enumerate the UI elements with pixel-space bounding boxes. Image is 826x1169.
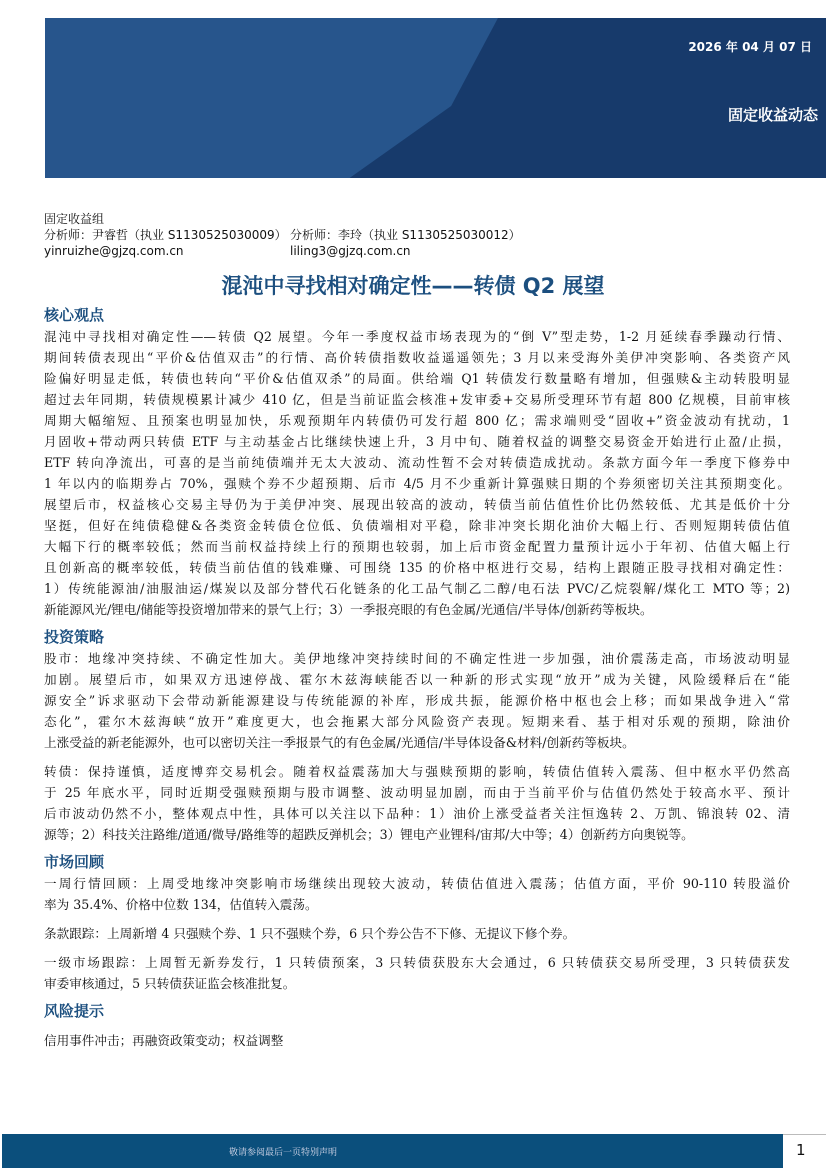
section-heading: 市场回顾 — [44, 853, 105, 871]
text-line: 1 年以内的临期券占 70%，强赎个券不少超预期、后市 4/5 月不少重新计算强赎日期的个券须密切关注其预期变化。 — [44, 476, 790, 491]
text-line: 险偏好明显走低，转债也转向“平价&估值双杀”的局面。供给端 Q1 转债发行数量略有增加，但强赎&主动转股明显 — [44, 371, 790, 386]
section-heading: 核心观点 — [44, 306, 105, 324]
text-line: 混沌中寻找相对确定性——转债 Q2 展望。今年一季度权益市场表现为的“倒 V”型走势，1-2 月延续春季躁动行情、 — [44, 329, 790, 344]
paragraph — [44, 952, 790, 994]
section-heading: 投资策略 — [44, 628, 105, 646]
text-line: 后市波动仍然不小，整体观点中性，具体可以关注以下品种：1）油价上涨受益者关注恒逸转 2、万凯、锦浪转 02、清 — [44, 806, 790, 821]
paragraph — [44, 923, 790, 944]
report-date: 2026 年 04 月 07 日 — [688, 40, 812, 54]
analyst-2: 分析师：李玲（执业 S1130525030012） — [290, 228, 521, 242]
text-line: 月固收+带动两只转债 ETF 与主动基金占比继续快速上升，3 月中旬、随着权益的调整交易资金开始进行止盈/止损， — [44, 434, 790, 449]
disclaimer-note: 敬请参阅最后一页特别声明 — [228, 1148, 337, 1158]
text-line: 率为 35.4%、价格中位数 134，估值转入震荡。 — [44, 897, 318, 912]
page-number: 1 — [796, 1141, 806, 1159]
analyst-info — [44, 211, 521, 259]
text-line: 信用事件冲击；再融资政策变动；权益调整 — [44, 1033, 284, 1048]
text-line: 转债：保持谨慎，适度博弈交易机会。随着权益震荡加大与强赎预期的影响，转债估值转入震荡、但中枢水平仍然高 — [44, 764, 790, 779]
analyst-1: 分析师：尹睿哲（执业 S1130525030009） — [44, 228, 287, 242]
text-line: 展望后市，权益核心交易主导仍为于美伊冲突、展现出较高的波动，转债当前估值性价比仍然较低、尤其是低价十分 — [44, 497, 790, 512]
text-line: 周期大幅缩短、且预案也明显加快，乐观预期年内转债仍可发行超 800 亿；需求端则受“固收+”资金波动有扰动，1 — [44, 413, 790, 428]
text-line: 审委审核通过，5 只转债获证监会核准批复。 — [44, 976, 296, 991]
header-banner — [45, 18, 826, 178]
text-line: 源安全”诉求驱动下会带动新能源建设与传统能源的补库，形成共振，能源价格中枢也会上移；而如果战争进入“常 — [44, 693, 790, 708]
text-line: 新能源风光/锂电/储能等投资增加带来的景气上行；3）一季报亮眼的有色金属/光通信/半导体/创新药等板块。 — [44, 602, 653, 617]
report-title: 混沌中寻找相对确定性——转债 Q2 展望 — [221, 274, 605, 298]
section-heading: 风险提示 — [44, 1002, 105, 1020]
paragraph — [44, 326, 790, 620]
text-line: 一周行情回顾：上周受地缘冲突影响市场继续出现较大波动，转债估值进入震荡；估值方面，平价 90-110 转股溢价 — [44, 876, 790, 891]
text-line: 条款跟踪：上周新增 4 只强赎个券、1 只不强赎个券，6 只个券公告不下修、无提议下修个券。 — [44, 926, 576, 941]
text-line: 期间转债表现出“平价&估值双击”的行情、高价转债指数收益遥遥领先；3 月以来受海外美伊冲突影响、各类资产风 — [44, 350, 790, 365]
paragraph — [44, 648, 790, 753]
text-line: 态化”，霍尔木兹海峡“放开”难度更大，也会拖累大部分风险资产表现。短期来看、基于相对乐观的预期，除油价 — [44, 714, 790, 729]
text-line: ETF 转向净流出，可喜的是当前纯债端并无太大波动、流动性暂不会对转债造成扰动。条款方面今年一季度下修券中 — [44, 455, 790, 470]
text-line: 加剧。展望后市，如果双方迅速停战、霍尔木兹海峡能否以一种新的形式实现“放开”成为关键，风险缓释后在“能 — [44, 672, 790, 687]
text-line: 源等；2）科技关注路维/道通/微导/路维等的超跌反弹机会；3）锂电产业锂科/宙邦/大中等；4）创新药方向奥锐等。 — [44, 827, 694, 842]
text-line: 大幅下行的概率较低；然而当前权益持续上行的预期也较弱，加上后市资金配置力量预计远小于年初、估值大幅上行 — [44, 539, 790, 554]
analyst-1-email[interactable]: yinruizhe@gjzq.com.cn — [44, 244, 184, 258]
text-line: 一级市场跟踪：上周暂无新券发行，1 只转债预案，3 只转债获股东大会通过，6 只转债获交易所受理，3 只转债获发 — [44, 955, 790, 970]
text-line: 上涨受益的新老能源外，也可以密切关注一季报景气的有色金属/光通信/半导体设备&材料/创新药等板块。 — [44, 735, 635, 750]
report-type: 固定收益动态 — [727, 106, 818, 124]
text-line: 且创新高的概率较低，转债当前估值的钱难赚、可围绕 135 的价格中枢进行交易，结构上跟随正股寻找相对确定性： — [44, 560, 790, 575]
analyst-2-email[interactable]: liling3@gjzq.com.cn — [290, 244, 411, 258]
paragraph — [44, 761, 790, 845]
footer-divider — [783, 1134, 826, 1135]
text-line: 1）传统能源油/油服油运/煤炭以及部分替代石化链条的化工品气制乙二醇/电石法 PVC/乙烷裂解/煤化工 MTO 等；2) — [44, 581, 790, 596]
text-line: 坚挺，但好在纯债稳健&各类资金转债仓位低、负债端相对平稳，除非冲突长期化油价大幅上行、否则短期转债估值 — [44, 518, 790, 533]
team-name: 固定收益组 — [44, 212, 105, 226]
text-line: 股市：地缘冲突持续、不确定性加大。美伊地缘冲突持续时间的不确定性进一步加强，油价震荡走高，市场波动明显 — [44, 651, 790, 666]
text-line: 于 25 年底水平，同时近期受强赎预期与股市调整、波动明显加剧，而由于当前平价与估值仍然处于较高水平、预计 — [44, 785, 790, 800]
paragraph — [44, 873, 790, 915]
text-line: 超过去年同期，转债规模累计减少 410 亿，但是当前证监会核准+发审委+交易所受理环节有超 800 亿规模，目前审核 — [44, 392, 790, 407]
report-body — [44, 304, 790, 1051]
paragraph — [44, 1030, 790, 1051]
